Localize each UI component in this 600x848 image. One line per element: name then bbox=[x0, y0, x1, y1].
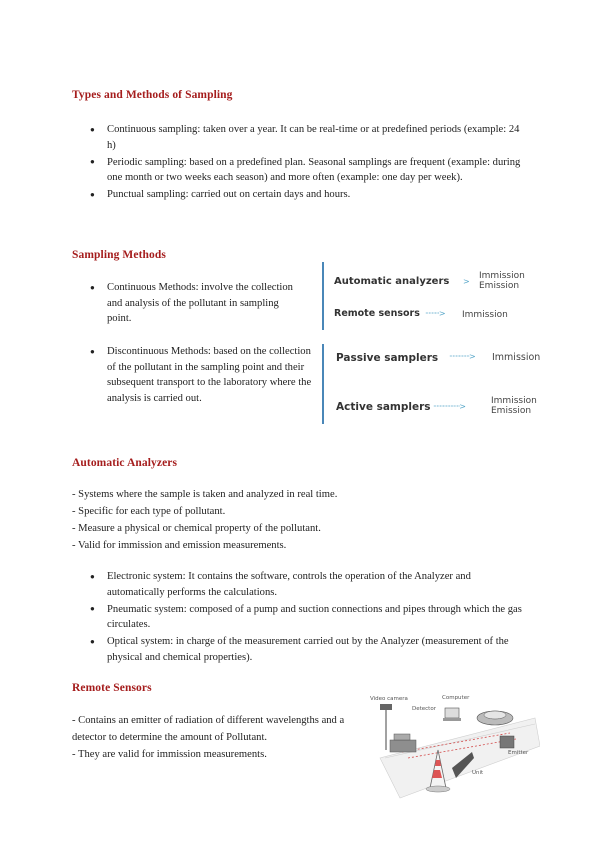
diagram-target: Immission bbox=[462, 310, 508, 320]
figure-label-unit: Unit bbox=[472, 770, 484, 776]
figure-label-detector: Detector bbox=[412, 706, 436, 712]
section-title-analyzers: Automatic Analyzers bbox=[72, 457, 178, 469]
remote-sensing-figure bbox=[360, 688, 540, 808]
arrow-icon: > bbox=[463, 277, 470, 286]
methods-bullet-list-continuous bbox=[90, 280, 305, 328]
arrow-icon: ·········> bbox=[425, 309, 445, 318]
figure-label-video-camera: Video camera bbox=[370, 696, 408, 702]
list-item: - Valid for immission and emission measurements. bbox=[72, 540, 287, 551]
diagram-label-remote-sensors: Remote sensors bbox=[334, 308, 420, 319]
list-item: - Specific for each type of pollutant. bbox=[72, 506, 226, 517]
section-title-methods: Sampling Methods bbox=[72, 249, 166, 261]
diagram-label-automatic-analyzers: Automatic analyzers bbox=[334, 276, 450, 287]
continuous-bracket-line bbox=[322, 262, 324, 330]
list-item: ● Continuous sampling: taken over a year. It can be real-time or at predefined periods (example: 24 h) bbox=[90, 122, 530, 153]
arrow-icon: ·············> bbox=[449, 352, 475, 361]
figure-label-computer: Computer bbox=[442, 695, 470, 701]
list-item: - Measure a physical or chemical property of the pollutant. bbox=[72, 523, 321, 534]
list-item: ● Optical system: in charge of the measurement carried out by the Analyzer (measurement of the physical and chemical properties). bbox=[90, 634, 530, 665]
remote-sensing-illustration bbox=[360, 688, 540, 808]
diagram-label-active-samplers: Active samplers bbox=[336, 401, 431, 413]
figure-label-emitter: Emitter bbox=[508, 750, 529, 756]
types-bullet-list bbox=[90, 122, 530, 204]
remote-line-2: - They are valid for immission measurements. bbox=[72, 749, 267, 760]
analyzers-bullet-list bbox=[90, 569, 530, 667]
section-title-types: Types and Methods of Sampling bbox=[72, 89, 233, 101]
list-item: ● Electronic system: It contains the software, controls the operation of the Analyzer and automatically performs the calculations. bbox=[90, 569, 530, 600]
discontinuous-bracket-line bbox=[322, 344, 324, 424]
list-item: ● Continuous Methods: involve the collection and analysis of the pollutant in sampling point. bbox=[90, 280, 305, 327]
diagram-target: Immission Emission bbox=[479, 271, 525, 291]
diagram-target: Immission Emission bbox=[491, 396, 537, 416]
remote-line-1: - Contains an emitter of radiation of different wavelengths and a detector to determine the amount of Pollutant. bbox=[72, 715, 345, 743]
diagram-target: Immission bbox=[492, 352, 541, 363]
section-title-remote: Remote Sensors bbox=[72, 682, 152, 694]
arrow-icon: ·················> bbox=[433, 402, 465, 411]
list-item: ● Periodic sampling: based on a predefined plan. Seasonal samplings are frequent (example: during one month or two weeks each season) and more often (example: one day per week). bbox=[90, 155, 530, 186]
diagram-label-passive-samplers: Passive samplers bbox=[336, 352, 439, 364]
list-item: ● Punctual sampling: carried out on certain days and hours. bbox=[90, 187, 530, 203]
list-item: ● Pneumatic system: composed of a pump and suction connections and pipes through which the gas circulates. bbox=[90, 602, 530, 633]
list-item: - Systems where the sample is taken and analyzed in real time. bbox=[72, 489, 338, 500]
list-item: ● Discontinuous Methods: based on the collection of the pollutant in the sampling point and their subsequent transport to the laboratory where the analysis is carried out. bbox=[90, 344, 312, 406]
methods-bullet-list-discontinuous bbox=[90, 344, 312, 408]
analyzers-dash-list bbox=[72, 486, 337, 554]
